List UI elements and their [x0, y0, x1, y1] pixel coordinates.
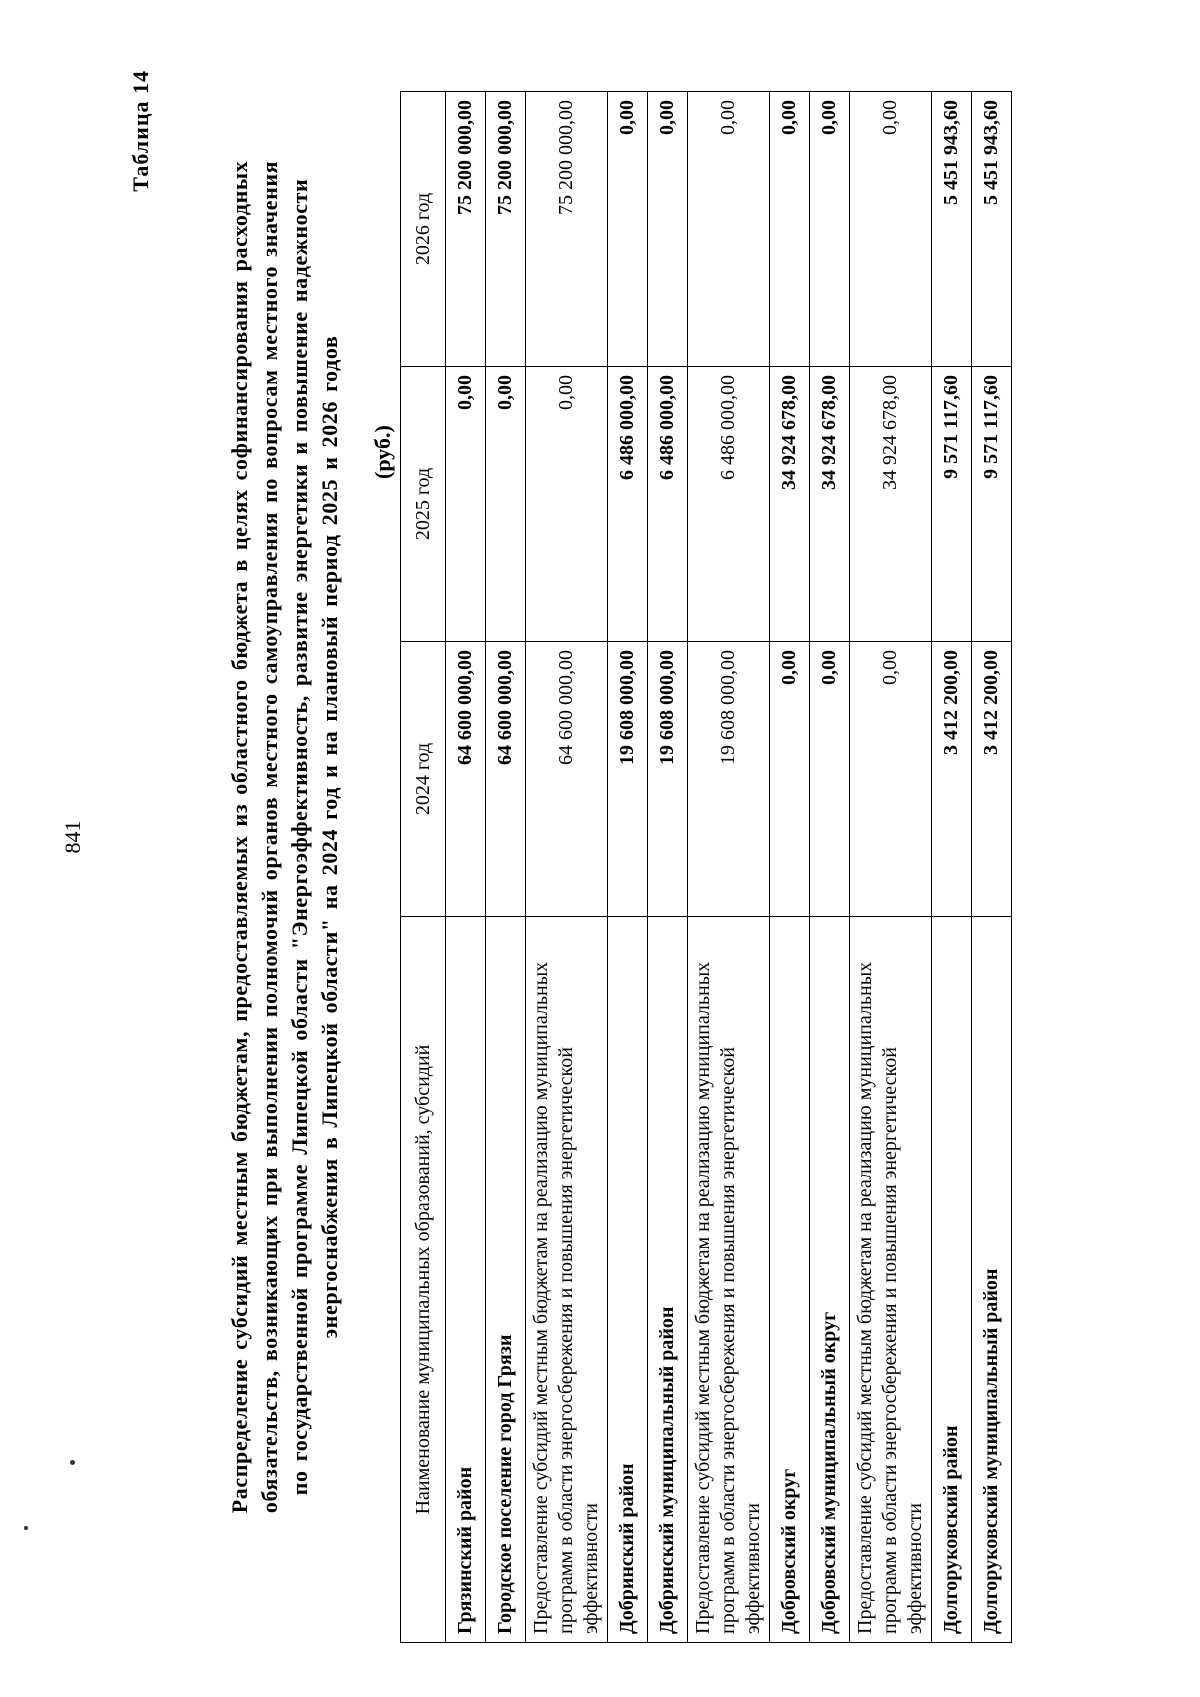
cell-2025: 9 571 117,60 [972, 367, 1012, 642]
cell-2025: 6 486 000,00 [688, 367, 770, 642]
cell-2024: 64 600 000,00 [526, 642, 608, 917]
table-header-row [401, 92, 446, 1643]
cell-2025: 34 924 678,00 [850, 367, 932, 642]
cell-name: Добровский муниципальный округ [810, 917, 850, 1643]
cell-2026: 5 451 943,60 [972, 92, 1012, 367]
cell-name: Предоставление субсидий местным бюджетам на реализацию муниципальных программ в области энергосбережения и повышения энергетической эффективности [688, 917, 770, 1643]
cell-2025: 34 924 678,00 [770, 367, 810, 642]
cell-name: Предоставление субсидий местным бюджетам на реализацию муниципальных программ в области энергосбережения и повышения энергетической эффективности [526, 917, 608, 1643]
cell-name: Предоставление субсидий местным бюджетам на реализацию муниципальных программ в области энергосбережения и повышения энергетической эффективности [850, 917, 932, 1643]
cell-2026: 75 200 000,00 [486, 92, 526, 367]
cell-2026: 0,00 [608, 92, 648, 367]
cell-2025: 34 924 678,00 [810, 367, 850, 642]
page-number: 841 [60, 820, 85, 854]
cell-2026: 0,00 [850, 92, 932, 367]
cell-2024: 19 608 000,00 [688, 642, 770, 917]
cell-2026: 5 451 943,60 [932, 92, 972, 367]
table-body [446, 92, 1012, 1643]
cell-2024: 19 608 000,00 [648, 642, 688, 917]
cell-name: Добровский округ [770, 917, 810, 1643]
cell-2025: 0,00 [526, 367, 608, 642]
column-header-2025: 2025 год [401, 367, 446, 642]
cell-2024: 0,00 [810, 642, 850, 917]
table-row [486, 92, 526, 1643]
cell-2024: 3 412 200,00 [932, 642, 972, 917]
subsidy-table [400, 91, 1012, 1643]
cell-2024: 0,00 [850, 642, 932, 917]
cell-name: Городское поселение город Грязи [486, 917, 526, 1643]
table-row [648, 92, 688, 1643]
cell-name: Долгоруковский муниципальный район [972, 917, 1012, 1643]
unit-label: (руб.) [370, 425, 395, 479]
table-row [526, 92, 608, 1643]
cell-2025: 6 486 000,00 [648, 367, 688, 642]
cell-2024: 0,00 [770, 642, 810, 917]
table-row [770, 92, 810, 1643]
cell-2024: 3 412 200,00 [972, 642, 1012, 917]
cell-2026: 0,00 [648, 92, 688, 367]
cell-2025: 0,00 [486, 367, 526, 642]
column-header-2026: 2026 год [401, 92, 446, 367]
table-row [850, 92, 932, 1643]
cell-2026: 0,00 [770, 92, 810, 367]
cell-2026: 0,00 [810, 92, 850, 367]
column-header-2024: 2024 год [401, 642, 446, 917]
table-row [810, 92, 850, 1643]
cell-2024: 64 600 000,00 [446, 642, 486, 917]
cell-2026: 0,00 [688, 92, 770, 367]
column-header-name: Наименование муниципальных образований, субсидий [401, 917, 446, 1643]
cell-2025: 9 571 117,60 [932, 367, 972, 642]
table-row [608, 92, 648, 1643]
cell-2024: 64 600 000,00 [486, 642, 526, 917]
cell-2026: 75 200 000,00 [526, 92, 608, 367]
table-row [932, 92, 972, 1643]
table-row [972, 92, 1012, 1643]
cell-2025: 0,00 [446, 367, 486, 642]
cell-2026: 75 200 000,00 [446, 92, 486, 367]
cell-2024: 19 608 000,00 [608, 642, 648, 917]
table-label: Таблица 14 [128, 70, 153, 192]
table-row [446, 92, 486, 1643]
cell-name: Добринский муниципальный район [648, 917, 688, 1643]
table-row [688, 92, 770, 1643]
cell-2025: 6 486 000,00 [608, 367, 648, 642]
document-title: Распределение субсидий местным бюджетам, предоставляемых из областного бюджета в целях софинансирования расходных обязательств, возникающих при выполнении полномочий органов местного самоуправления по вопросам местного значения по государственной программе Липецкой области "Энергоэффективность, развитие энергетики и повышение надежности энергоснабжения в Липецкой области" на 2024 год и на плановый период 2025 и 2026 годов [227, 160, 342, 1514]
cell-name: Грязинский район [446, 917, 486, 1643]
cell-name: Добринский район [608, 917, 648, 1643]
cell-name: Долгоруковский район [932, 917, 972, 1643]
